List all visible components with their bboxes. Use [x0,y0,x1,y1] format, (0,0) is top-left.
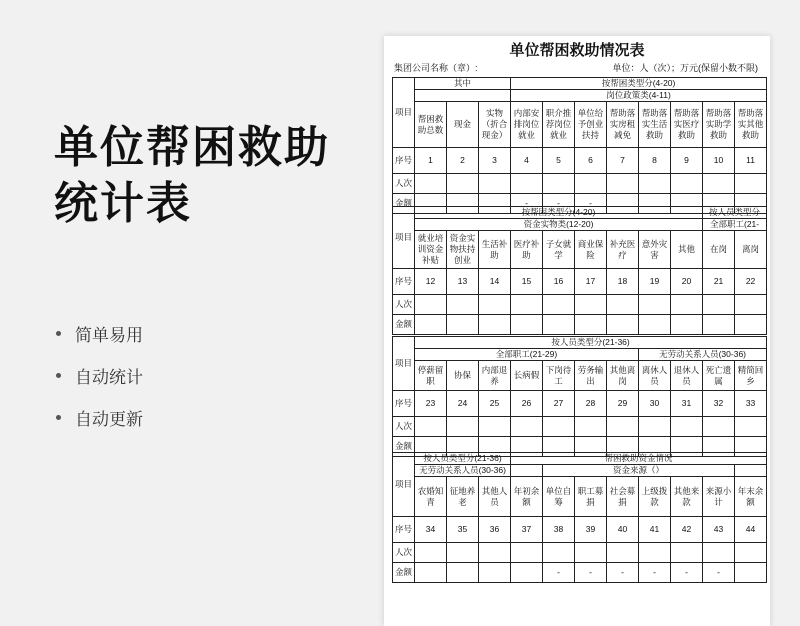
seq-row [393,269,767,295]
count-cell [575,295,607,315]
count-cell [511,417,543,437]
feature-item [56,396,143,438]
count-cell [447,295,479,315]
group-header: 按人员类型分 [703,207,767,219]
column-header: 帮困救助总数 [415,102,447,148]
item-label: 项目 [393,337,415,391]
item-label: 项目 [393,78,415,148]
amount-cell: - [575,194,607,214]
count-cell [671,417,703,437]
seq-number: 35 [447,517,479,543]
column-header: 年末余额 [735,477,767,517]
amount-label: 金额 [393,563,415,583]
amount-cell [703,315,735,335]
seq-number: 34 [415,517,447,543]
group-header: 按帮困类型分(4-20) [511,78,767,90]
seq-number: 5 [543,148,575,174]
column-header: 商业保险 [575,231,607,269]
count-cell [543,417,575,437]
seq-label: 序号 [393,269,415,295]
document-preview [384,36,770,626]
seq-number: 6 [575,148,607,174]
count-cell [543,295,575,315]
count-cell [479,295,511,315]
column-header: 资金实物扶持创业 [447,231,479,269]
count-cell [735,543,767,563]
feature-item [56,354,143,396]
column-header: 下岗待工 [543,361,575,391]
subgroup-header: 资金实物类(12-20) [415,219,703,231]
seq-number: 33 [735,391,767,417]
count-cell [447,543,479,563]
column-header: 职介推荐岗位就业 [543,102,575,148]
amount-cell: - [511,194,543,214]
unit-label: 单位：人（次）；万元(保留小数不限) [612,63,758,73]
count-cell [415,417,447,437]
amount-cell [511,563,543,583]
column-header: 意外灾害 [639,231,671,269]
count-cell [415,543,447,563]
count-cell [447,174,479,194]
seq-number: 39 [575,517,607,543]
seq-number: 44 [735,517,767,543]
seq-number: 31 [671,391,703,417]
sheet-title: 单位帮困救助情况表 [509,42,645,59]
seq-number: 20 [671,269,703,295]
column-header: 单位自筹 [543,477,575,517]
count-cell [575,417,607,437]
amount-cell [447,563,479,583]
column-header: 协保 [447,361,479,391]
seq-number: 28 [575,391,607,417]
count-cell [607,543,639,563]
count-row [393,417,767,437]
count-cell [415,295,447,315]
group-header: 按帮困类型分(4-20) [415,207,703,219]
seq-row [393,517,767,543]
count-cell [639,174,671,194]
amount-row [393,563,767,583]
column-header: 帮助落实其他救助 [735,102,767,148]
seq-number: 22 [735,269,767,295]
table-sec4 [392,452,767,583]
seq-number: 37 [511,517,543,543]
amount-cell [607,315,639,335]
amount-cell: - [703,563,735,583]
amount-cell: - [639,563,671,583]
column-header: 医疗补助 [511,231,543,269]
seq-number: 19 [639,269,671,295]
feature-label: 自动统计 [75,367,143,387]
seq-label: 序号 [393,148,415,174]
column-header-row [393,102,767,148]
table-sec3 [392,336,767,457]
column-header: 劳务输出 [575,361,607,391]
seq-number: 8 [639,148,671,174]
column-header: 内部安排岗位就业 [511,102,543,148]
amount-label: 金额 [393,437,415,457]
count-cell [703,543,735,563]
column-header: 社会募捐 [607,477,639,517]
column-header: 精简回乡 [735,361,767,391]
feature-label: 自动更新 [75,409,143,429]
amount-cell [639,315,671,335]
table-sec2 [392,206,767,335]
count-cell [479,417,511,437]
seq-number: 15 [511,269,543,295]
hero-title: 单位帮困救助统计表 [54,123,330,228]
subgroup-header: 无劳动关系人员(30-36) [639,349,767,361]
amount-cell [415,563,447,583]
count-cell [735,174,767,194]
seq-number: 11 [735,148,767,174]
column-header: 农婚知青 [415,477,447,517]
column-header: 停薪留职 [415,361,447,391]
count-cell [607,174,639,194]
column-header-row [393,231,767,269]
amount-cell [543,315,575,335]
count-cell [543,543,575,563]
subgroup-header: 全部职工(21- [703,219,767,231]
count-cell [415,174,447,194]
column-header: 其他来款 [671,477,703,517]
header-row [393,219,767,231]
seq-number: 7 [607,148,639,174]
count-label: 人次 [393,417,415,437]
seq-number: 26 [511,391,543,417]
count-cell [703,174,735,194]
seq-number: 25 [479,391,511,417]
count-cell [735,417,767,437]
column-header-row [393,477,767,517]
company-label: 集团公司名称（章）: [394,63,478,73]
column-header: 长病假 [511,361,543,391]
amount-cell [479,563,511,583]
column-header: 实物（折合现金） [479,102,511,148]
seq-number: 3 [479,148,511,174]
count-cell [639,543,671,563]
amount-cell [415,315,447,335]
amount-row [393,315,767,335]
count-cell [479,543,511,563]
count-cell [575,543,607,563]
column-header: 来源小计 [703,477,735,517]
amount-cell [479,315,511,335]
column-header: 单位给予创业扶持 [575,102,607,148]
seq-number: 30 [639,391,671,417]
seq-number: 17 [575,269,607,295]
item-label: 项目 [393,207,415,269]
header-row [393,349,767,361]
column-header: 帮助落实房租减免 [607,102,639,148]
group-header-blank [511,465,543,477]
bullet-dot-icon [56,331,61,336]
column-header: 职工募捐 [575,477,607,517]
seq-number: 41 [639,517,671,543]
amount-cell [575,315,607,335]
seq-number: 43 [703,517,735,543]
seq-number: 2 [447,148,479,174]
count-cell [703,417,735,437]
column-header: 其他离岗 [607,361,639,391]
column-header-row [393,361,767,391]
column-header: 年初余额 [511,477,543,517]
column-header: 上级拨款 [639,477,671,517]
count-cell [671,174,703,194]
seq-number: 24 [447,391,479,417]
amount-cell: - [575,563,607,583]
count-cell [671,295,703,315]
amount-cell: - [543,194,575,214]
amount-cell [735,563,767,583]
header-row [393,78,767,90]
column-header: 其他人员 [479,477,511,517]
header-row [393,453,767,465]
column-header: 死亡遗属 [703,361,735,391]
count-cell [447,417,479,437]
count-row [393,295,767,315]
amount-cell [511,315,543,335]
bullet-dot-icon [56,373,61,378]
column-header: 退休人员 [671,361,703,391]
group-header-blank [735,465,767,477]
count-cell [479,174,511,194]
subgroup-header: 全部职工(21-29) [415,349,639,361]
column-header: 补充医疗 [607,231,639,269]
table-sec1 [392,77,767,214]
seq-number: 13 [447,269,479,295]
column-header: 其他 [671,231,703,269]
count-cell [671,543,703,563]
count-cell [543,174,575,194]
seq-number: 42 [671,517,703,543]
column-header: 离岗 [735,231,767,269]
column-header: 帮助落实医疗救助 [671,102,703,148]
count-cell [639,295,671,315]
count-cell [511,543,543,563]
seq-number: 14 [479,269,511,295]
count-label: 人次 [393,174,415,194]
group-header: 按人员类型分(21-36) [415,337,767,349]
count-cell [575,174,607,194]
count-cell [607,295,639,315]
amount-cell: - [543,563,575,583]
count-label: 人次 [393,543,415,563]
count-cell [511,295,543,315]
column-header: 在岗 [703,231,735,269]
column-header: 就业培训资金补贴 [415,231,447,269]
seq-number: 40 [607,517,639,543]
seq-number: 27 [543,391,575,417]
seq-number: 4 [511,148,543,174]
column-header: 生活补助 [479,231,511,269]
seq-number: 9 [671,148,703,174]
feature-list [56,312,143,438]
count-cell [639,417,671,437]
seq-number: 21 [703,269,735,295]
count-cell [735,295,767,315]
column-header: 征地养老 [447,477,479,517]
seq-number: 18 [607,269,639,295]
seq-label: 序号 [393,391,415,417]
column-header: 子女就学 [543,231,575,269]
subgroup-header: 资金来源（） [543,465,735,477]
amount-cell [671,315,703,335]
group-header: 帮困救助资金情况 [511,453,767,465]
seq-number: 36 [479,517,511,543]
feature-label: 简单易用 [75,325,143,345]
count-label: 人次 [393,295,415,315]
seq-row [393,148,767,174]
count-row [393,543,767,563]
amount-cell [735,315,767,335]
amount-cell [447,315,479,335]
seq-number: 23 [415,391,447,417]
subgroup-header: 岗位政策类(4-11) [511,90,767,102]
seq-row [393,391,767,417]
count-cell [607,417,639,437]
item-label: 项目 [393,453,415,517]
header-row [393,207,767,219]
seq-number: 38 [543,517,575,543]
header-row [393,90,767,102]
seq-number: 16 [543,269,575,295]
column-header: 帮助落实生活救助 [639,102,671,148]
count-row [393,174,767,194]
seq-label: 序号 [393,517,415,543]
header-row [393,337,767,349]
amount-label: 金额 [393,315,415,335]
amount-cell: - [671,563,703,583]
header-row [393,465,767,477]
feature-item [56,312,143,354]
seq-number: 1 [415,148,447,174]
column-header: 现金 [447,102,479,148]
group-header: 其中 [415,78,511,90]
group-header-blank [415,90,511,102]
group-header: 按人员类型分(21-36) [415,453,511,465]
column-header: 帮助落实助学救助 [703,102,735,148]
column-header: 内部退养 [479,361,511,391]
bullet-dot-icon [56,415,61,420]
subgroup-header: 无劳动关系人员(30-36) [415,465,511,477]
amount-label: 金额 [393,194,415,214]
seq-number: 10 [703,148,735,174]
amount-cell: - [607,563,639,583]
count-cell [511,174,543,194]
count-cell [703,295,735,315]
seq-number: 12 [415,269,447,295]
column-header: 离休人员 [639,361,671,391]
seq-number: 29 [607,391,639,417]
seq-number: 32 [703,391,735,417]
